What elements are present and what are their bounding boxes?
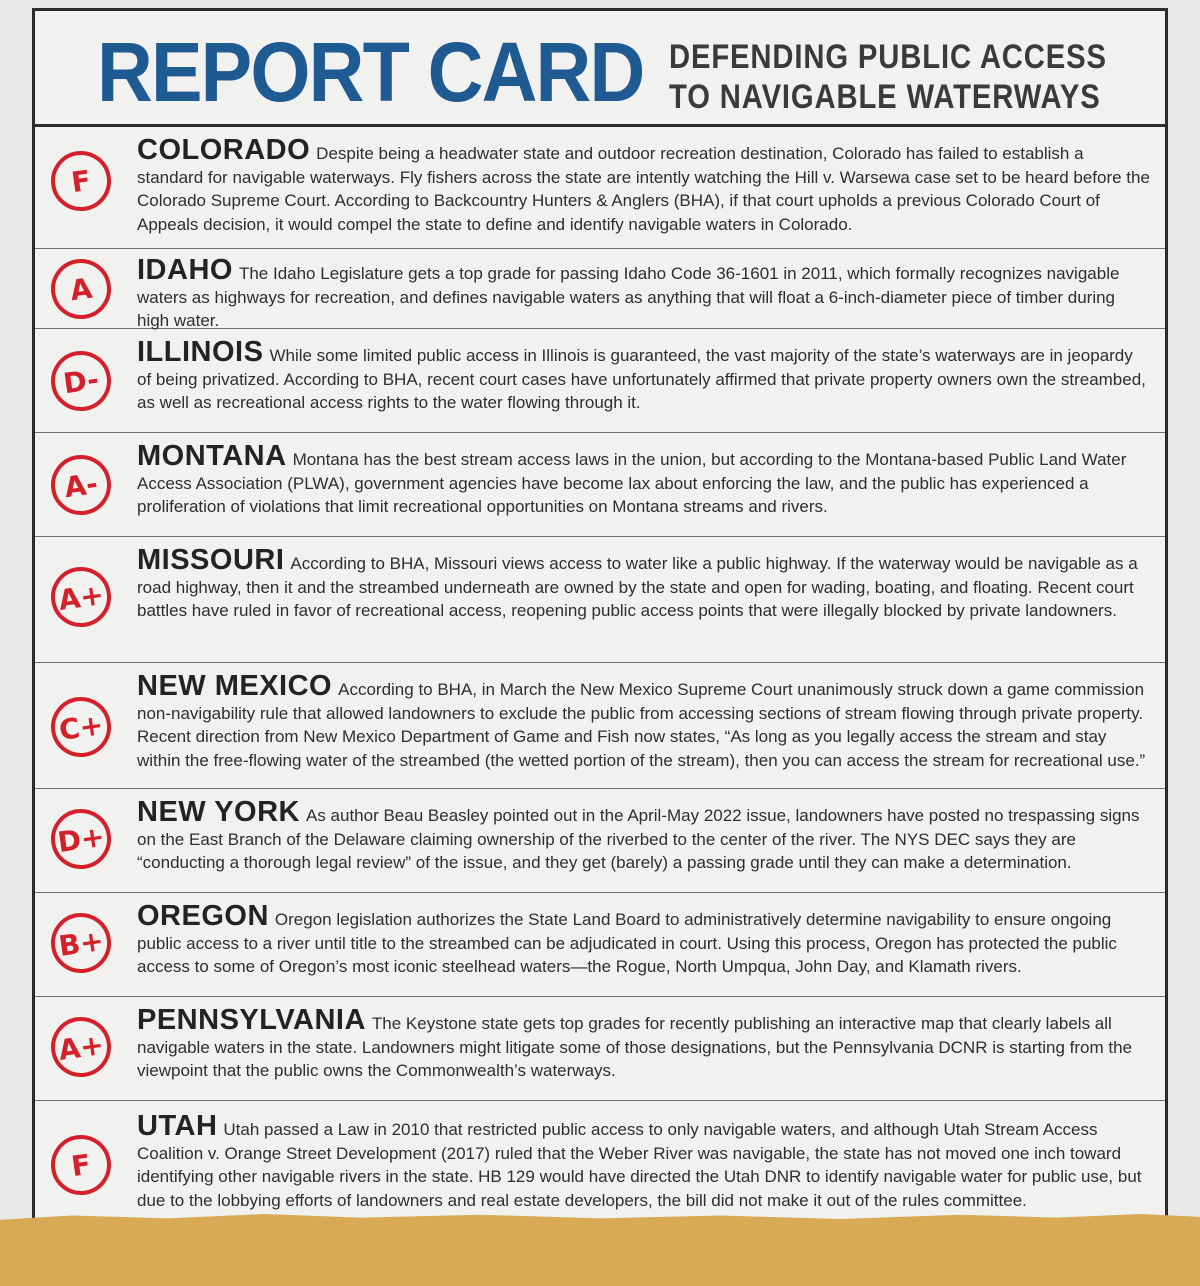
state-description: The Idaho Legislature gets a top grade for passing Idaho Code 36-1601 in 2011, which formally recognizes navigable waters as highways for recreation, and defines navigable waters as anything that will float a 6-inch-diameter piece of timber during high water. [137,264,1120,330]
state-description: Despite being a headwater state and outdoor recreation destination, Colorado has failed to establish a standard for navigable waterways. Fly fishers across the state are intently watching the Hill v. Warsewa case set to be heard before the Colorado Supreme Court. According to Backcountry Hunters & Anglers (BHA), if that court upholds a previous Colorado Court of Appeals decision, it would compel the state to define and identify navigable waters in Colorado. [137,144,1150,234]
grade-stamp: B+ [47,909,115,977]
state-name: MISSOURI [137,544,285,576]
subtitle-line-1: DEFENDING PUBLIC ACCESS [669,38,1107,76]
entry-pennsylvania [35,997,1165,1101]
grade-stamp: C+ [47,693,115,761]
entry-montana [35,433,1165,537]
entry-colorado [35,127,1165,249]
entry-illinois [35,329,1165,433]
state-name: COLORADO [137,134,311,166]
grade-stamp: A+ [47,563,115,631]
entry-oregon [35,893,1165,997]
report-card-header [35,11,1165,127]
state-description: While some limited public access in Illinois is guaranteed, the vast majority of the state’s waterways are in jeopardy of being privatized. According to BHA, recent court cases have unfortunately affirmed that private property owners own the streambed, as well as recreational access rights to the water flowing through it. [137,346,1146,412]
state-name: MONTANA [137,440,287,472]
state-name: NEW YORK [137,796,300,828]
page-subtitle [669,37,1107,117]
state-description: According to BHA, Missouri views access to water like a public highway. If the waterway would be navigable as a road highway, then it and the streambed underneath are owned by the state and open for wading, boating, and floating. Recent court battles have ruled in favor of recreational access, reopening public access points that were illegally blocked by private landowners. [137,554,1138,620]
entry-new-mexico [35,663,1165,789]
state-description: According to BHA, in March the New Mexico Supreme Court unanimously struck down a game commission non-navigability rule that allowed landowners to exclude the public from accessing sections of stream flowing through private property. Recent direction from New Mexico Department of Game and Fish now states, “As long as you legally access the stream and stay within the free-flowing water of the streambed (the wetted portion of the stream), then you can access the stream for recreational use.” [137,680,1146,770]
state-name: IDAHO [137,254,233,286]
state-description: The Keystone state gets top grades for recently publishing an interactive map that clearly labels all navigable waters in the state. Landowners might litigate some of those designations, but the Pennsylvania DCNR is starting from the viewpoint that the public owns the Commonwealth’s waterways. [137,1014,1133,1080]
state-description: Oregon legislation authorizes the State Land Board to administratively determine navigability to ensure ongoing public access to a river until title to the streambed can be adjudicated in court. Using this process, Oregon has protected the public access to some of Oregon’s most iconic steelhead waters—the Rogue, North Umpqua, John Day, and Klamath rivers. [137,910,1117,976]
state-name: NEW MEXICO [137,670,333,702]
grade-stamp: D+ [47,805,115,873]
grade-stamp: F [47,1131,115,1199]
grade-stamp: A- [47,451,115,519]
state-name: UTAH [137,1110,218,1142]
entry-idaho [35,249,1165,329]
grade-stamp: A+ [47,1013,115,1081]
manila-folder-edge [0,1214,1200,1286]
state-name: OREGON [137,900,269,932]
state-description: Montana has the best stream access laws in the union, but according to the Montana-based Public Land Water Access Association (PLWA), government agencies have become lax about enforcing the law, and the public has experienced a proliferation of violations that limit recreational opportunities on Montana streams and rivers. [137,450,1127,516]
state-name: PENNSYLVANIA [137,1004,366,1036]
grade-stamp: A [47,255,115,323]
entry-missouri [35,537,1165,663]
page-title: REPORT CARD [97,25,644,119]
grade-stamp: F [47,147,115,215]
state-name: ILLINOIS [137,336,264,368]
report-card [32,8,1168,1286]
subtitle-line-2: TO NAVIGABLE WATERWAYS [669,78,1101,116]
state-description: Utah passed a Law in 2010 that restricted public access to only navigable waters, and although Utah Stream Access Coalition v. Orange Street Development (2017) ruled that the Weber River was navigable, the state has not moved one inch toward identifying other navigable rivers in the state. HB 129 would have directed the Utah DNR to identify navigable water for public use, but due to the lobbying efforts of landowners and real estate developers, the bill did not make it out of the rules committee. [137,1120,1142,1210]
grade-stamp: D- [47,347,115,415]
entry-new-york [35,789,1165,893]
state-description: As author Beau Beasley pointed out in the April-May 2022 issue, landowners have posted no trespassing signs on the East Branch of the Delaware claiming ownership of the riverbed to the center of the river. The NYS DEC says they are “conducting a thorough legal review” of the issue, and they get (barely) a passing grade until they can make a determination. [137,806,1140,872]
